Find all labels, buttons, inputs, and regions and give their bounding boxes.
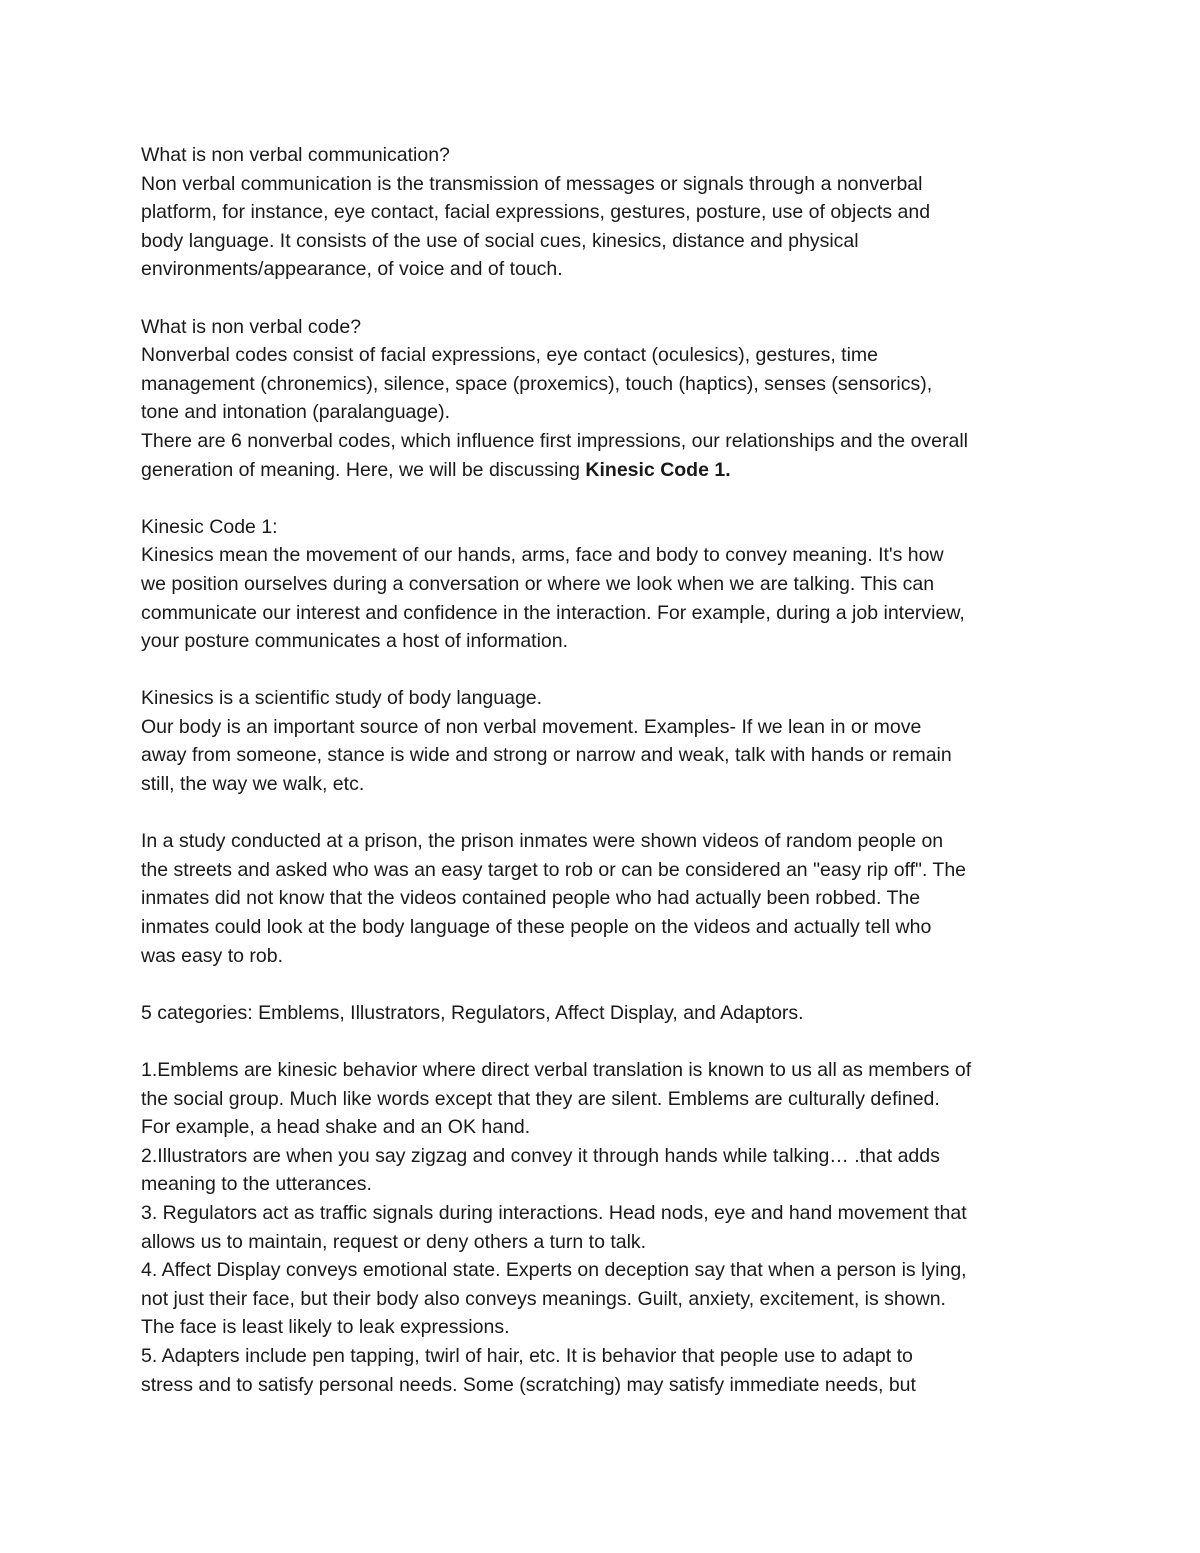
paragraph-line: still, the way we walk, etc. xyxy=(141,773,365,796)
paragraph-line: inmates did not know that the videos contained people who had actually been robbed. The xyxy=(141,887,921,910)
paragraph-line: inmates could look at the body language of these people on the videos and actually tell who xyxy=(141,916,932,939)
heading-what-is-nonverbal-code: What is non verbal code? xyxy=(141,315,362,338)
paragraph-line: Kinesics is a scientific study of body language. xyxy=(141,687,543,710)
paragraph-line: we position ourselves during a conversation or where we look when we are talking. This can xyxy=(141,572,935,595)
paragraph-line: stress and to satisfy personal needs. Some (scratching) may satisfy immediate needs, but xyxy=(141,1373,916,1396)
paragraph-line: Our body is an important source of non verbal movement. Examples- If we lean in or move xyxy=(141,715,922,738)
paragraph-line: Nonverbal codes consist of facial expressions, eye contact (oculesics), gestures, time xyxy=(141,344,879,367)
paragraph-line: management (chronemics), silence, space (proxemics), touch (haptics), senses (sensorics), xyxy=(141,372,933,395)
blank-line xyxy=(141,484,1071,513)
blank-line xyxy=(141,970,1071,999)
paragraph-line: was easy to rob. xyxy=(141,944,283,967)
paragraph-line: meaning to the utterances. xyxy=(141,1173,372,1196)
paragraph-line: The face is least likely to leak expressions. xyxy=(141,1316,510,1339)
paragraph-line: Non verbal communication is the transmission of messages or signals through a nonverbal xyxy=(141,172,923,195)
blank-line xyxy=(141,284,1071,313)
heading-kinesic-code-1: Kinesic Code 1: xyxy=(141,515,278,538)
paragraph-line: not just their face, but their body also conveys meanings. Guilt, anxiety, excitement, is shown. xyxy=(141,1287,946,1310)
paragraph-line: platform, for instance, eye contact, facial expressions, gestures, posture, use of objects and xyxy=(141,201,931,224)
paragraph-line: In a study conducted at a prison, the prison inmates were shown videos of random people on xyxy=(141,830,944,853)
list-item-regulators: 3. Regulators act as traffic signals during interactions. Head nods, eye and hand movement that xyxy=(141,1201,967,1224)
heading-what-is-nonverbal-communication: What is non verbal communication? xyxy=(141,144,450,166)
list-item-emblems: 1.Emblems are kinesic behavior where direct verbal translation is known to us all as members of xyxy=(141,1059,972,1081)
paragraph-line: tone and intonation (paralanguage). xyxy=(141,401,450,424)
list-item-affect-display: 4. Affect Display conveys emotional state. Experts on deception say that when a person is lying, xyxy=(141,1259,967,1282)
paragraph-line: Kinesics mean the movement of our hands, arms, face and body to convey meaning. It's how xyxy=(141,544,944,567)
paragraph-line: body language. It consists of the use of social cues, kinesics, distance and physical xyxy=(141,229,859,252)
paragraph-text: generation of meaning. Here, we will be discussing xyxy=(141,458,586,481)
document-body xyxy=(141,141,1071,1399)
bold-phrase: Kinesic Code 1. xyxy=(585,458,731,481)
paragraph-line: away from someone, stance is wide and strong or narrow and weak, talk with hands or remain xyxy=(141,744,952,767)
categories-line: 5 categories: Emblems, Illustrators, Regulators, Affect Display, and Adaptors. xyxy=(141,1001,804,1024)
paragraph-line: your posture communicates a host of information. xyxy=(141,630,569,653)
paragraph-line: allows us to maintain, request or deny others a turn to talk. xyxy=(141,1230,647,1253)
blank-line xyxy=(141,1027,1071,1056)
list-item-adapters: 5. Adapters include pen tapping, twirl of hair, etc. It is behavior that people use to adapt to xyxy=(141,1344,913,1367)
paragraph-line: communicate our interest and confidence in the interaction. For example, during a job interview, xyxy=(141,601,965,624)
blank-line xyxy=(141,656,1071,685)
paragraph-line: the social group. Much like words except that they are silent. Emblems are culturally defined. xyxy=(141,1087,940,1110)
paragraph-line: environments/appearance, of voice and of touch. xyxy=(141,258,563,281)
paragraph-line: There are 6 nonverbal codes, which influence first impressions, our relationships and the overall xyxy=(141,429,969,452)
paragraph-line: For example, a head shake and an OK hand. xyxy=(141,1116,531,1139)
paragraph-line-with-bold xyxy=(141,456,1071,485)
list-item-illustrators: 2.Illustrators are when you say zigzag and convey it through hands while talking… .that adds xyxy=(141,1144,940,1167)
paragraph-line: the streets and asked who was an easy target to rob or can be considered an "easy rip off". The xyxy=(141,858,967,881)
blank-line xyxy=(141,799,1071,828)
